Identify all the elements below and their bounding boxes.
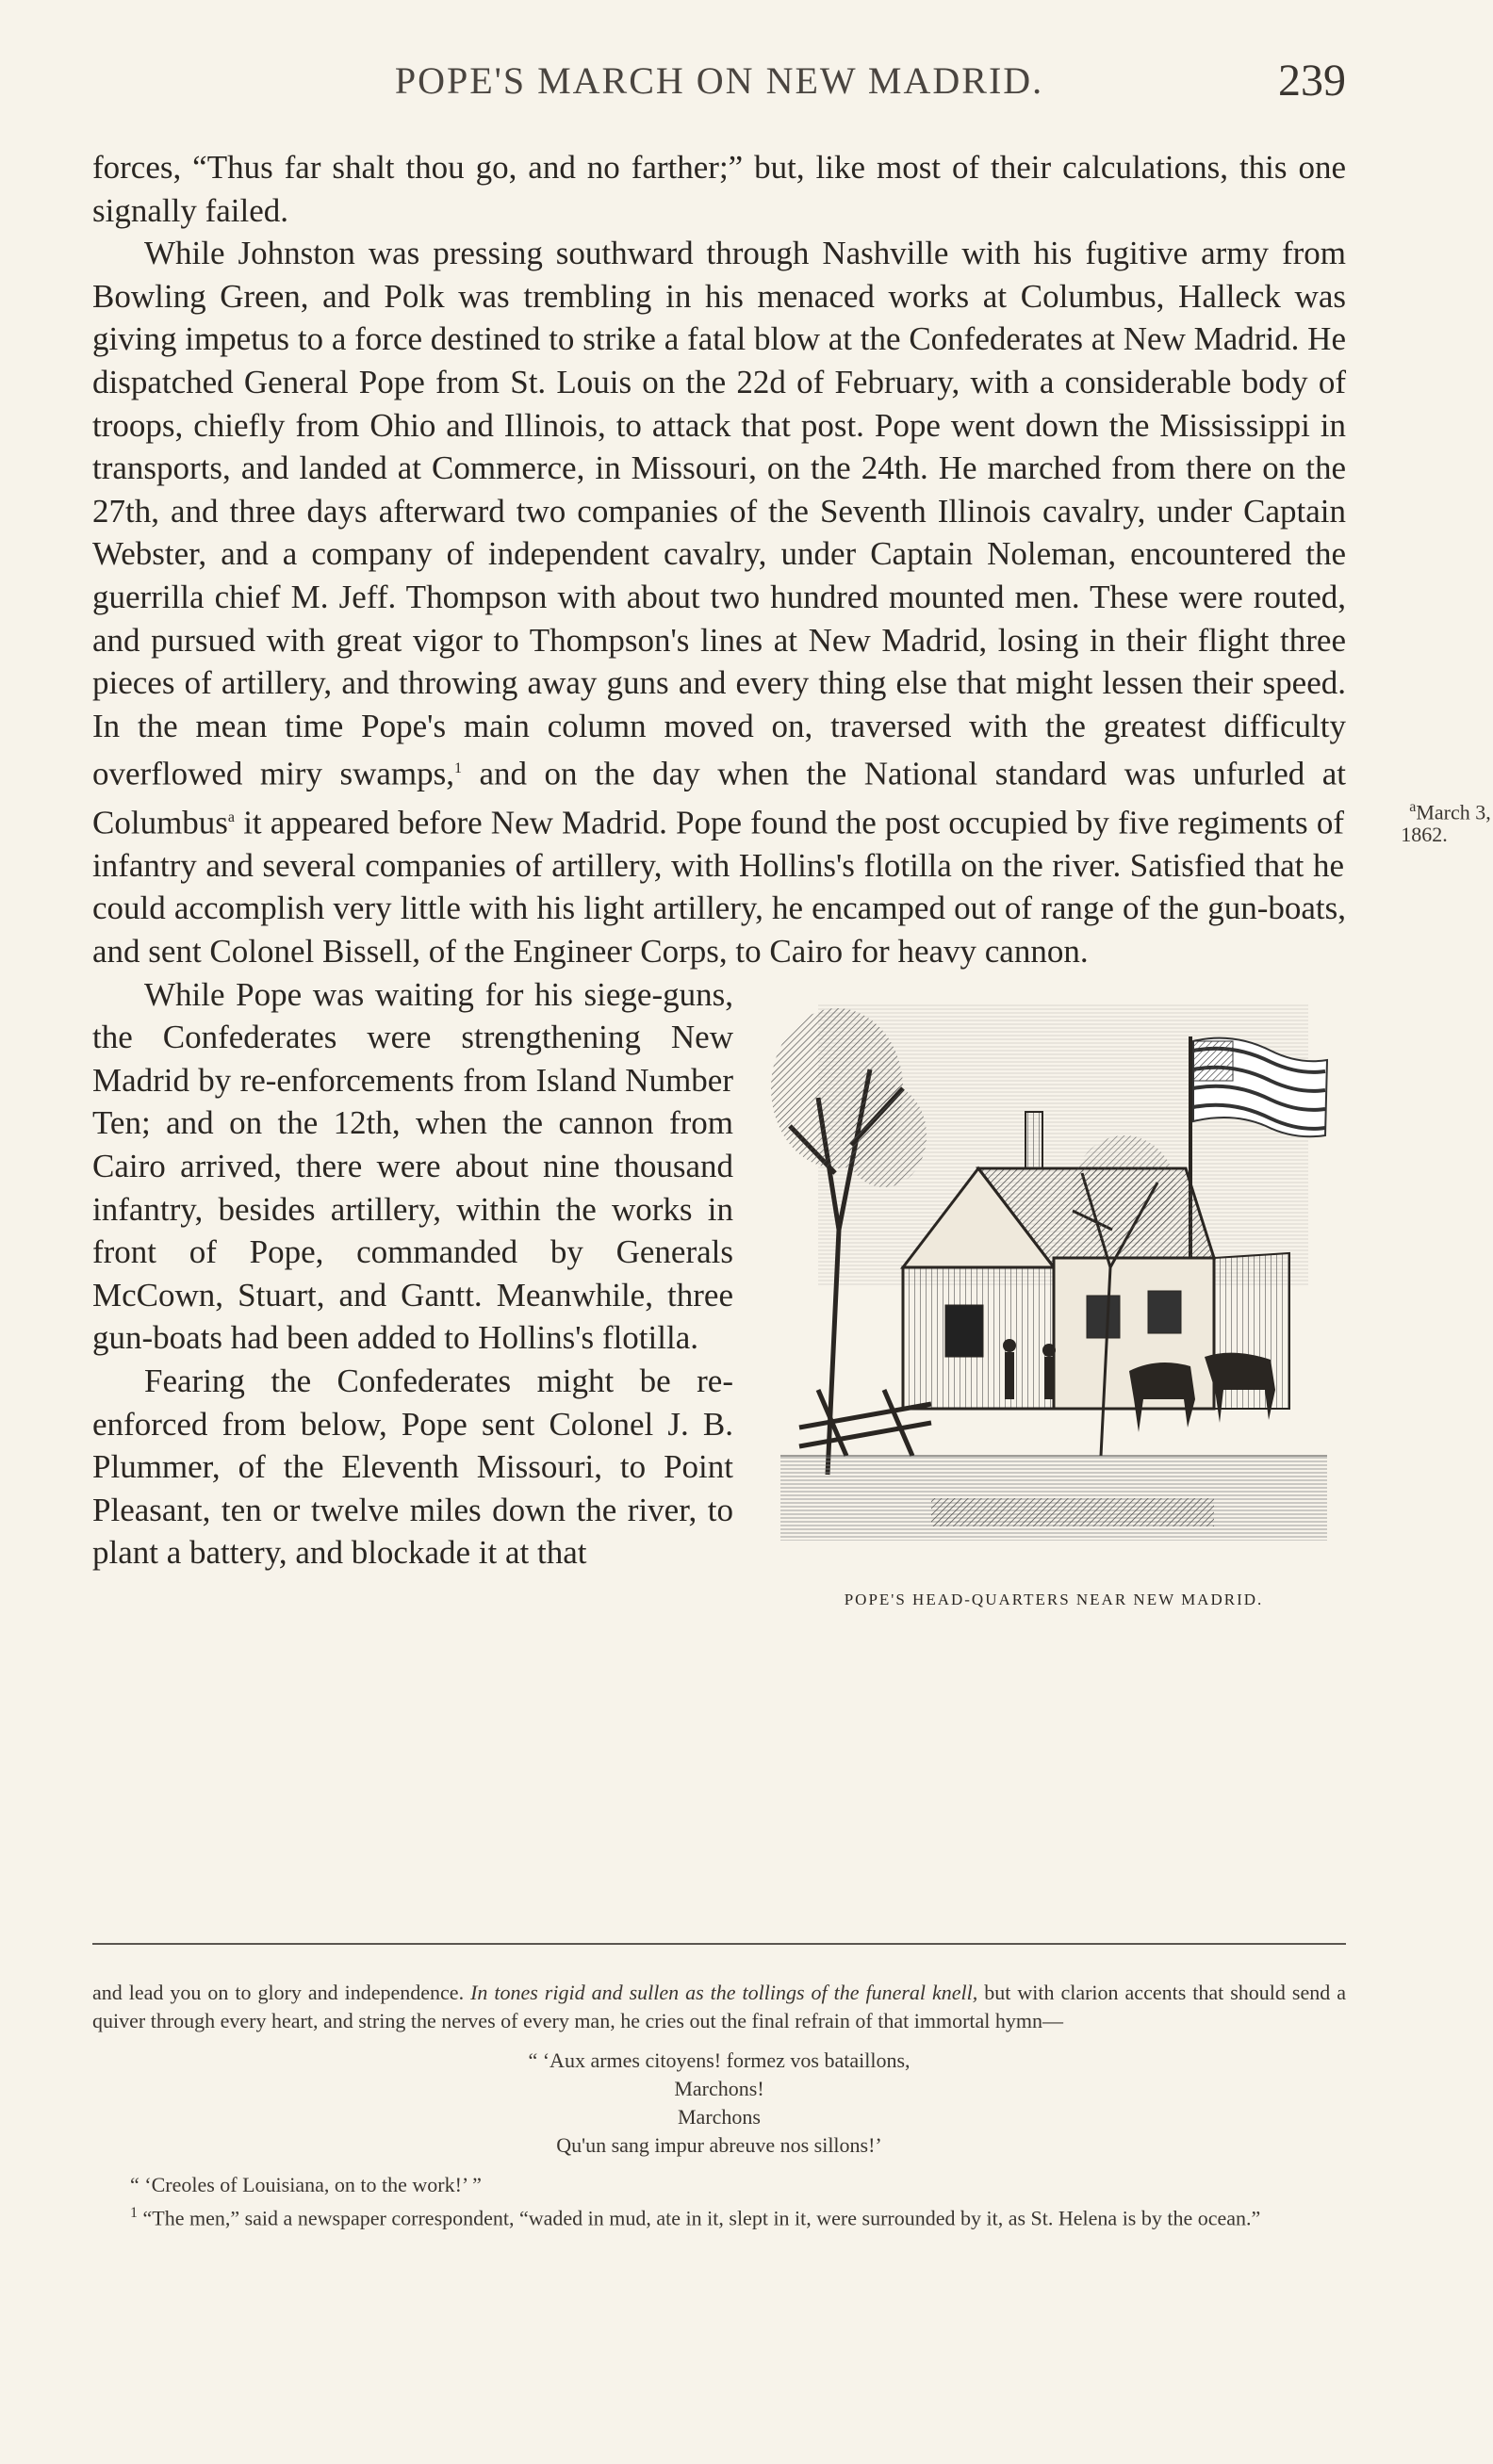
verse-line-2: Marchons! [674,2077,764,2100]
margin-note-date: $^a$March 3, 1862. [1401,798,1491,846]
ground [780,1456,1327,1541]
footnote-divider [92,1943,1346,1945]
engraving-image [762,985,1346,1550]
footnote-1: $^1$ “The men,” said a newspaper correspondent, “waded in mud, ate in it, slept in it, were surrounded by it, as St. Helena is by the ocean.” [130,2205,1261,2230]
running-head [92,58,1346,106]
paragraph-1: forces, “Thus far shalt thou go, and no farther;” but, like most of their calculations, this one signally failed. [92,149,1346,229]
paragraph-4: Fearing the Confederates might be re-enforced from below, Pope sent Colonel J. B. Plummer, of the Eleventh Missouri, to Point Pleasant, ten or twelve miles down the river, to plant a battery, and blockade it at that [92,1362,733,1572]
verse-line-3: Marchons [678,2105,761,2129]
page-header-title: POPE'S MARCH ON NEW MADRID. [394,59,1044,102]
footnote-creoles: “ ‘Creoles of Louisiana, on to the work!’ ” [130,2173,482,2196]
paragraph-2 [92,232,1491,972]
footnotes [92,1979,1346,2232]
page-number: 239 [1278,56,1346,106]
margin-note-ref-a: a [227,808,236,825]
headquarters-illustration [762,985,1346,1635]
paragraph-3: While Pope was waiting for his siege-guns, the Confederates were strengthening New Madrid by re-enforcements from Island Number Ten; and on the 12th, when the cannon from Cairo arrived, there were about nine thousand infantry, besides artillery, within the works in front of Pope, commanded by Generals McCown, Stuart, and Gantt. Meanwhile, three gun-boats had been added to Hollins's flotilla. [92,975,733,1357]
body-text [92,146,1491,1635]
paragraph-2-text-c: it appeared before New Madrid. Pope found the post occupied by five regiments of infantry and several companies of artillery, with Hollins's flotilla on the river. Satisfied that he could accomplish very little with his light artillery, he encamped out of range of the gun-boats, and sent Colonel Bissell, of the Engineer Corps, to Cairo for heavy cannon. [92,804,1346,970]
footnote-continuation: and lead you on to glory and independence. In tones rigid and sullen as the tollings of the funeral knell, but with clarion accents that should send a quiver through every heart, and string the nerves of every man, he cries out the final refrain of that immortal hymn— [92,1981,1346,2032]
footnote-ref-1: 1 [453,760,462,777]
marseillaise-verse [92,2047,1346,2160]
verse-line-1: “ ‘Aux armes citoyens! formez vos bataillons, [528,2048,911,2072]
figure-caption: POPE'S HEAD-QUARTERS NEAR NEW MADRID. [844,1590,1264,1608]
verse-line-4: Qu'un sang impur abreuve nos sillons!’ [556,2133,882,2157]
paragraph-2-text-a: While Johnston was pressing southward through Nashville with his fugitive army from Bowling Green, and Polk was trembling in his menaced works at Columbus, Halleck was giving impetus to a force destined to strike a fatal blow at the Confederates at New Madrid. He dispatched General Pope from St. Louis on the 22d of February, with a considerable body of troops, chiefly from Ohio and Illinois, to attack that post. Pope went down the Mississippi in transports, and landed at Commerce, in Missouri, on the 24th. He marched from there on the 27th, and three days afterward two companies of the Seventh Illinois cavalry, under Captain Webster, and a company of independent cavalry, under Captain Noleman, encountered the guerrilla chief M. Jeff. Thompson with about two hundred mounted men. These were routed, and pursued with great vigor to Thompson's lines at New Madrid, losing in their flight three pieces of artillery, and throwing away guns and every thing else that might lessen their speed. In the mean time Pope's main column moved on, traversed with the greatest difficulty overflowed miry swamps, [92,235,1346,792]
paragraph-2-text-b: and on the day when the National standard was unfurled at Columbus [92,755,1346,841]
